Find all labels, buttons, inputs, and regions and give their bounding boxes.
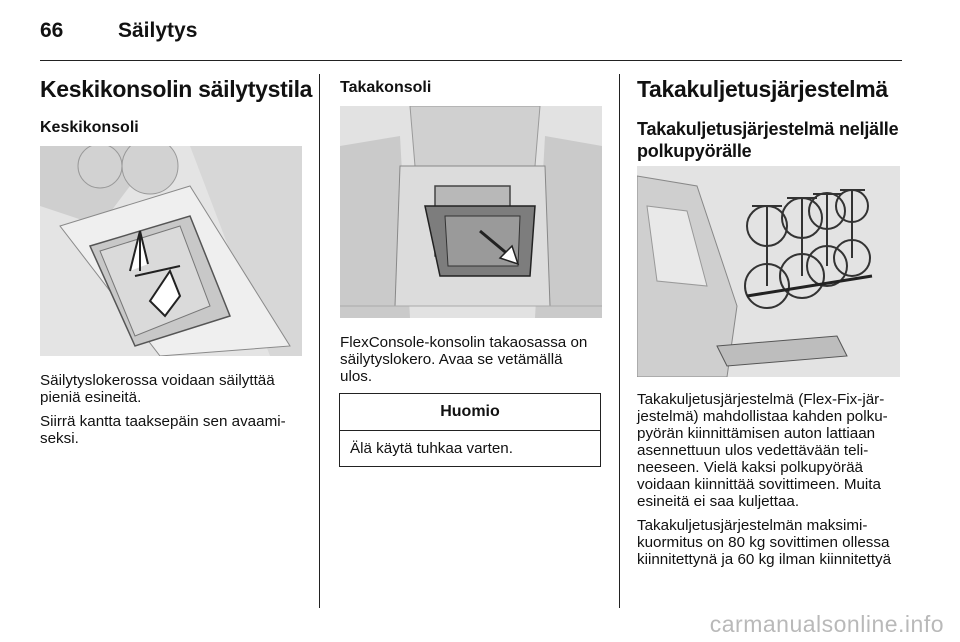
text-line: Säilytyslokerossa voidaan säilyttää [40, 372, 275, 389]
text-line: esineitä ei saa kuljettaa. [637, 493, 800, 510]
text-line: pieniä esineitä. [40, 389, 142, 406]
left-heading: Keskikonsolin säilytystila [40, 76, 313, 102]
note-text: Älä käytä tuhkaa varten. [350, 440, 513, 457]
note-title: Huomio [340, 394, 600, 431]
bicycle-carrier-illustration [637, 166, 900, 377]
text-line: seksi. [40, 430, 79, 447]
column-divider-2 [619, 74, 620, 608]
text-line: voidaan kiinnittää sovittimeen. Muita [637, 476, 881, 493]
text-line: pyörän kiinnittämisen auton lattiaan [637, 425, 876, 442]
text-line: Siirrä kantta taaksepäin sen avaami- [40, 413, 286, 430]
subheading-line: polkupyörälle [637, 141, 752, 161]
page-number: 66 [40, 19, 64, 42]
subheading-line: Takakuljetusjärjestelmä neljälle [637, 119, 899, 139]
right-paragraph-1 [637, 391, 905, 510]
left-paragraph-2 [40, 413, 305, 447]
text-line: Takakuljetusjärjestelmän maksimi- [637, 517, 868, 534]
middle-text [340, 334, 605, 385]
text-line: kuormitus on 80 kg sovittimen ollessa [637, 534, 890, 551]
text-line: neeseen. Vielä kaksi polkupyörää [637, 459, 863, 476]
right-paragraph-2 [637, 517, 905, 568]
text-line: ulos. [340, 368, 373, 385]
right-subheading [637, 118, 898, 162]
right-heading: Takakuljetusjärjestelmä [637, 76, 888, 102]
text-line: jestelmä) mahdollistaa kahden polku- [637, 408, 888, 425]
text-line: asennettuun ulos vedettävään teli- [637, 442, 869, 459]
left-text [40, 372, 305, 447]
watermark: carmanualsonline.info [709, 611, 944, 637]
section-title: Säilytys [118, 19, 198, 42]
text-line: FlexConsole-konsolin takaosassa on [340, 334, 588, 351]
text-line: Takakuljetusjärjestelmä (Flex-Fix-jär- [637, 391, 885, 408]
text-line: säilytyslokero. Avaa se vetämällä [340, 351, 563, 368]
column-divider-1 [319, 74, 320, 608]
middle-paragraph [340, 334, 605, 385]
text-line: kiinnitettynä ja 60 kg ilman kiinnitettyä [637, 551, 892, 568]
left-paragraph-1 [40, 372, 305, 406]
middle-heading: Takakonsoli [340, 79, 432, 96]
header-divider [40, 60, 902, 61]
rear-console-illustration [340, 106, 602, 318]
note-box [339, 393, 601, 467]
left-subheading: Keskikonsoli [40, 119, 139, 136]
center-console-illustration [40, 146, 302, 356]
right-text [637, 391, 905, 568]
